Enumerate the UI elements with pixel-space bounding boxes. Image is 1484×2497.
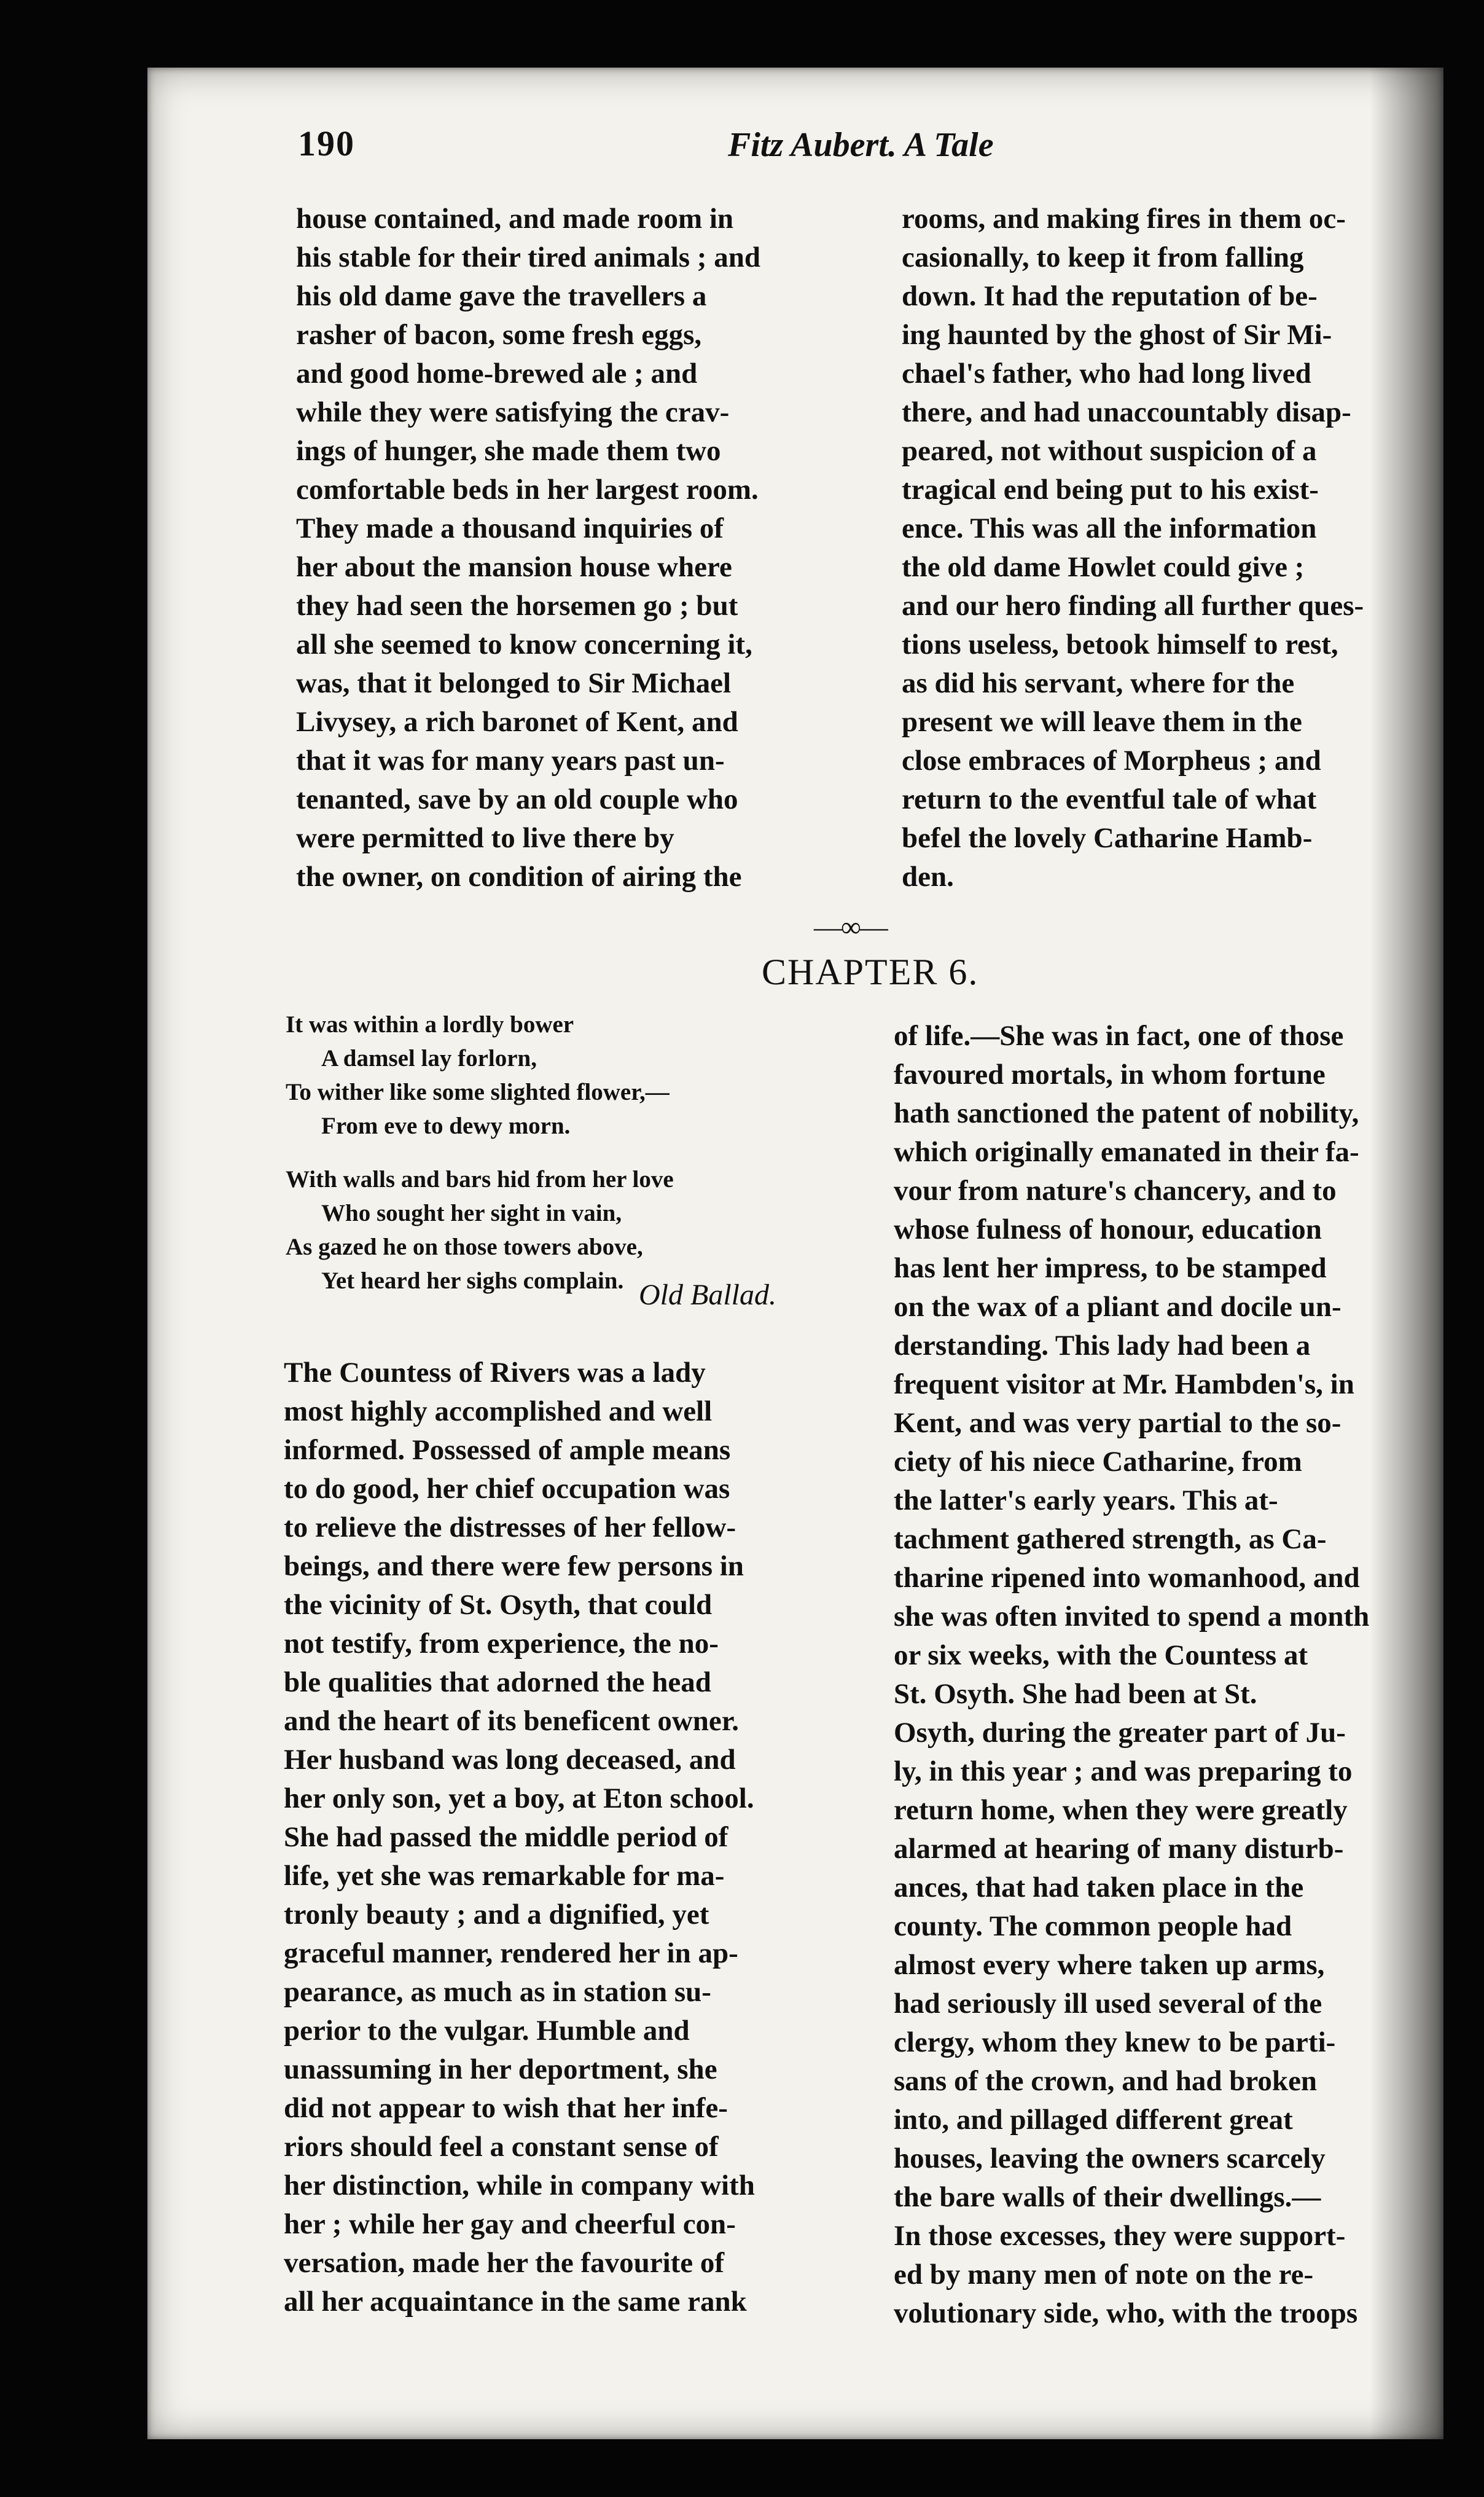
text-line: her distinction, while in company with (284, 2170, 755, 2201)
text-line: She had passed the middle period of (284, 1821, 728, 1853)
text-line: the latter's early years. This at- (894, 1484, 1278, 1516)
text-line: rooms, and making fires in them oc- (902, 203, 1346, 235)
text-line: pearance, as much as in station su- (284, 1976, 711, 2008)
text-line: of life.—She was in fact, one of those (894, 1020, 1344, 1052)
epigraph-attribution: Old Ballad. (639, 1279, 776, 1311)
text-line: her ; while her gay and cheerful con- (284, 2208, 736, 2240)
text-line: ence. This was all the information (902, 512, 1317, 544)
text-line: all her acquaintance in the same rank (284, 2286, 747, 2318)
epigraph-line: As gazed he on those towers above, (286, 1234, 643, 1260)
text-line: sans of the crown, and had broken (894, 2065, 1318, 2097)
text-line: befel the lovely Catharine Hamb- (902, 822, 1313, 854)
text-line: In those excesses, they were support- (894, 2220, 1346, 2252)
text-line: return home, when they were greatly (894, 1794, 1348, 1826)
text-line: tachment gathered strength, as Ca- (894, 1523, 1327, 1555)
text-line: comfortable beds in her largest room. (296, 474, 759, 506)
text-line: versation, made her the favourite of (284, 2247, 725, 2279)
text-line: ble qualities that adorned the head (284, 1666, 711, 1698)
text-line: all she seemed to know concerning it, (296, 629, 752, 661)
text-line: den. (902, 861, 954, 893)
top-left-column (296, 200, 873, 896)
text-line: ing haunted by the ghost of Sir Mi- (902, 319, 1332, 351)
text-line: into, and pillaged different great (894, 2104, 1293, 2136)
text-line: on the wax of a pliant and docile un- (894, 1291, 1341, 1323)
text-line: derstanding. This lady had been a (894, 1330, 1311, 1362)
text-line: riors should feel a constant sense of (284, 2131, 719, 2163)
text-line: vour from nature's chancery, and to (894, 1175, 1337, 1207)
epigraph-line: From eve to dewy morn. (321, 1113, 571, 1139)
page-number: 190 (298, 123, 355, 163)
text-line: was, that it belonged to Sir Michael (296, 667, 732, 699)
bottom-right-column (894, 1017, 1447, 2333)
text-line: tragical end being put to his exist- (902, 474, 1319, 506)
epigraph-line: A damsel lay forlorn, (321, 1045, 537, 1072)
text-line: had seriously ill used several of the (894, 1988, 1322, 2020)
text-line: down. It had the reputation of be- (902, 280, 1318, 312)
text-line: the vicinity of St. Osyth, that could (284, 1589, 713, 1621)
text-line: houses, leaving the owners scarcely (894, 2142, 1326, 2174)
text-line: and our hero finding all further ques- (902, 590, 1364, 622)
text-line: to do good, her chief occupation was (284, 1473, 730, 1505)
text-line: ances, that had taken place in the (894, 1872, 1304, 1903)
text-line: the old dame Howlet could give ; (902, 551, 1305, 583)
text-line: beings, and there were few persons in (284, 1550, 744, 1582)
epigraph-line: Who sought her sight in vain, (321, 1200, 622, 1226)
text-line: his old dame gave the travellers a (296, 280, 707, 312)
text-line: tronly beauty ; and a dignified, yet (284, 1899, 709, 1931)
text-line: ciety of his niece Catharine, from (894, 1446, 1302, 1478)
text-line: most highly accomplished and well (284, 1395, 713, 1427)
text-line: chael's father, who had long lived (902, 358, 1311, 390)
epigraph-line: With walls and bars hid from her love (286, 1166, 674, 1193)
epigraph (286, 1008, 838, 1298)
text-line: favoured mortals, in whom fortune (894, 1059, 1326, 1091)
text-line: to relieve the distresses of her fellow- (284, 1511, 736, 1543)
text-line: as did his servant, where for the (902, 667, 1295, 699)
text-line: house contained, and made room in (296, 203, 734, 235)
text-line: were permitted to live there by (296, 822, 674, 854)
epigraph-line: Yet heard her sighs complain. (321, 1268, 624, 1294)
text-line: casionally, to keep it from falling (902, 241, 1304, 273)
text-line: did not appear to wish that her infe- (284, 2092, 728, 2124)
text-line: Osyth, during the greater part of Ju- (894, 1717, 1346, 1749)
bottom-left-column (284, 1354, 873, 2321)
text-line: almost every where taken up arms, (894, 1949, 1325, 1981)
text-line: she was often invited to spend a month (894, 1601, 1370, 1633)
text-line: informed. Possessed of ample means (284, 1434, 731, 1466)
epigraph-line: To wither like some slighted flower,— (286, 1079, 670, 1105)
text-line: tenanted, save by an old couple who (296, 783, 738, 815)
text-line: while they were satisfying the crav- (296, 396, 730, 428)
text-line: the bare walls of their dwellings.— (894, 2181, 1321, 2213)
text-line: ings of hunger, she made them two (296, 435, 721, 467)
text-line: her about the mansion house where (296, 551, 732, 583)
text-line: and the heart of its beneficent owner. (284, 1705, 740, 1737)
text-line: The Countess of Rivers was a lady (284, 1357, 706, 1389)
chapter-ornament: —∞— (814, 911, 887, 943)
chapter-heading: CHAPTER 6. (762, 952, 979, 992)
running-title: Fitz Aubert. A Tale (728, 126, 994, 164)
text-line: her only son, yet a boy, at Eton school. (284, 1782, 754, 1814)
text-line: alarmed at hearing of many disturb- (894, 1833, 1344, 1865)
text-line: the owner, on condition of airing the (296, 861, 742, 893)
text-line: has lent her impress, to be stamped (894, 1252, 1327, 1284)
text-line: whose fulness of honour, education (894, 1213, 1322, 1245)
text-line: not testify, from experience, the no- (284, 1628, 719, 1660)
epigraph-line: It was within a lordly bower (286, 1011, 574, 1038)
text-line: his stable for their tired animals ; and (296, 241, 760, 273)
text-line: and good home-brewed ale ; and (296, 358, 698, 390)
text-line: St. Osyth. She had been at St. (894, 1678, 1257, 1710)
text-line: which originally emanated in their fa- (894, 1136, 1359, 1168)
text-line: ly, in this year ; and was preparing to (894, 1755, 1353, 1787)
text-line: tharine ripened into womanhood, and (894, 1562, 1360, 1594)
text-line: hath sanctioned the patent of nobility, (894, 1097, 1359, 1129)
text-line: volutionary side, who, with the troops (894, 2297, 1358, 2329)
text-line: tions useless, betook himself to rest, (902, 629, 1338, 661)
text-line: close embraces of Morpheus ; and (902, 745, 1321, 777)
text-line: graceful manner, rendered her in ap- (284, 1937, 738, 1969)
text-line: ed by many men of note on the re- (894, 2259, 1314, 2291)
page-header (298, 123, 1391, 178)
text-line: present we will leave them in the (902, 706, 1302, 738)
text-line: unassuming in her deportment, she (284, 2053, 717, 2085)
top-right-column (902, 200, 1455, 896)
text-line: or six weeks, with the Countess at (894, 1639, 1308, 1671)
text-line: They made a thousand inquiries of (296, 512, 724, 544)
text-line: county. The common people had (894, 1910, 1292, 1942)
text-line: frequent visitor at Mr. Hambden's, in (894, 1368, 1354, 1400)
text-line: Kent, and was very partial to the so- (894, 1407, 1341, 1439)
text-line: there, and had unaccountably disap- (902, 396, 1351, 428)
text-line: Livysey, a rich baronet of Kent, and (296, 706, 738, 738)
text-line: that it was for many years past un- (296, 745, 725, 777)
text-line: rasher of bacon, some fresh eggs, (296, 319, 702, 351)
text-line: Her husband was long deceased, and (284, 1744, 736, 1776)
text-line: they had seen the horsemen go ; but (296, 590, 738, 622)
text-line: clergy, whom they knew to be parti- (894, 2026, 1336, 2058)
text-line: perior to the vulgar. Humble and (284, 2015, 690, 2047)
text-line: peared, not without suspicion of a (902, 435, 1317, 467)
text-line: life, yet she was remarkable for ma- (284, 1860, 725, 1892)
text-line: return to the eventful tale of what (902, 783, 1317, 815)
